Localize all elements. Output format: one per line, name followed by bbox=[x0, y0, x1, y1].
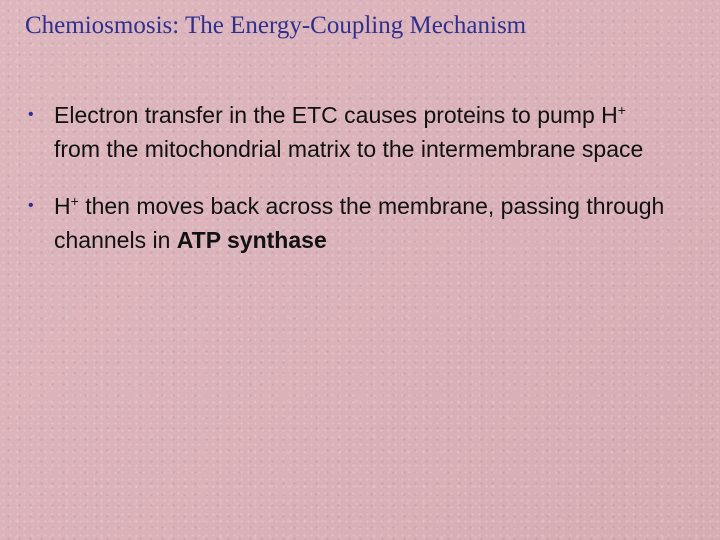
bullet-2-text-part-2: then moves back across the membrane, passing through channels in bbox=[54, 193, 665, 253]
slide-title: Chemiosmosis: The Energy-Coupling Mechanism bbox=[25, 12, 527, 39]
bullet-item-1 bbox=[28, 98, 678, 166]
hydrogen-ion-superscript: + bbox=[617, 102, 626, 118]
bullet-2-text-part-1: H bbox=[54, 193, 71, 219]
bullet-list bbox=[28, 98, 678, 280]
bullet-item-2 bbox=[28, 189, 678, 257]
bullet-1-text-part-2: from the mitochondrial matrix to the intermembrane space bbox=[54, 136, 644, 162]
atp-synthase-emphasis: ATP synthase bbox=[176, 227, 327, 253]
hydrogen-ion-superscript: + bbox=[70, 193, 79, 209]
bullet-1-text-part-1: Electron transfer in the ETC causes proteins to pump H bbox=[54, 102, 618, 128]
bullet-marker: • bbox=[28, 106, 34, 123]
bullet-marker: • bbox=[28, 197, 34, 214]
